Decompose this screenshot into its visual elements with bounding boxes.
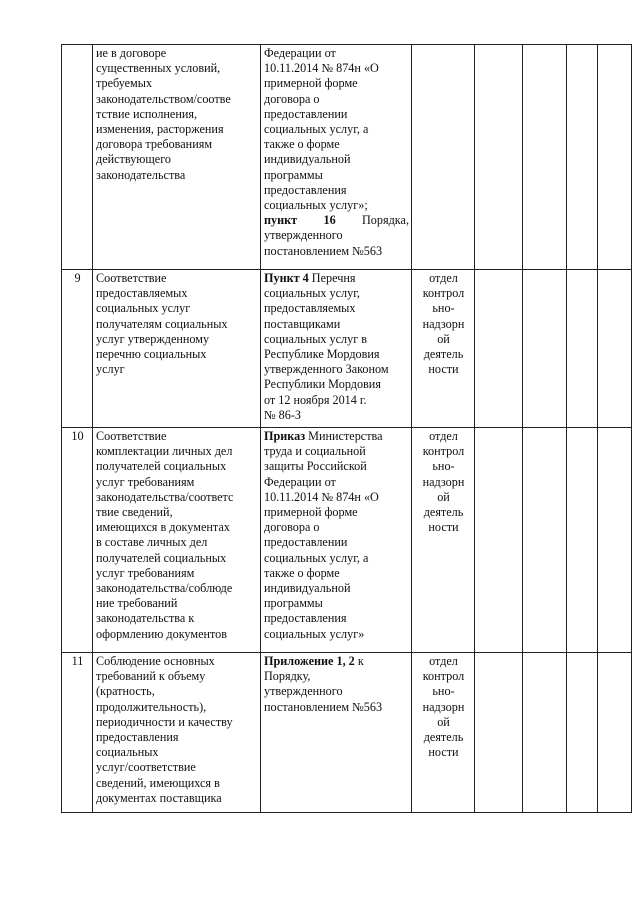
- requirement-line: имеющихся в документах: [96, 520, 230, 535]
- department-line: ности: [428, 520, 459, 535]
- requirement-line: услуг/соответствие: [96, 760, 196, 775]
- requirement-line: документах поставщика: [96, 790, 222, 805]
- legal-line: предоставлении: [264, 106, 348, 121]
- empty-cell-8: [598, 270, 632, 428]
- requirement-line: твие сведений,: [96, 505, 173, 520]
- legal-basis-cell: [261, 45, 412, 270]
- legal-line: постановлением №563: [264, 243, 383, 258]
- row-number-cell: [62, 653, 93, 813]
- legal-line: постановлением №563: [264, 699, 383, 714]
- legal-line: утвержденного Законом: [264, 362, 389, 377]
- responsible-department-cell: [412, 653, 475, 813]
- legal-line: договора о: [264, 520, 320, 535]
- responsible-department-cell: [412, 45, 475, 270]
- legal-line: программы: [264, 167, 323, 182]
- legal-line: Республики Мордовия: [264, 377, 381, 392]
- department-line: надзорн: [422, 316, 465, 331]
- requirement-line: услуг утвержденному: [96, 331, 210, 346]
- requirement-line: (кратность,: [96, 684, 155, 699]
- legal-line: социальных услуг»;: [264, 198, 368, 213]
- legal-line: Порядку,: [264, 669, 311, 684]
- legal-line: труда и социальной: [264, 444, 366, 459]
- requirement-line: Соблюдение основных: [96, 654, 215, 668]
- legal-line: Федерации от: [264, 46, 336, 60]
- requirement-cell: [93, 270, 261, 428]
- department-line: ьно-: [432, 301, 455, 316]
- requirement-line: существенных условий,: [96, 61, 221, 76]
- table-row: [62, 270, 632, 428]
- legal-line: примерной форме: [264, 505, 358, 520]
- requirement-line: социальных услуг: [96, 301, 191, 316]
- department-line: отдел: [429, 429, 458, 443]
- legal-line: социальных услуг в: [264, 331, 368, 346]
- legal-first-line: [264, 429, 409, 444]
- department-line: отдел: [429, 654, 458, 668]
- requirement-cell: [93, 653, 261, 813]
- table-row: [62, 428, 632, 653]
- legal-line: также о форме: [264, 137, 340, 152]
- legal-line: Федерации от: [264, 474, 336, 489]
- requirement-line: законодательства: [96, 167, 186, 182]
- legal-justified-word: пункт: [264, 213, 298, 228]
- department-line: надзорн: [422, 474, 465, 489]
- requirement-line: требуемых: [96, 76, 153, 91]
- department-line: деятель: [423, 347, 464, 362]
- requirement-line: законодательством/соотве: [96, 91, 231, 106]
- department-line: ности: [428, 745, 459, 760]
- row-number-cell: [62, 45, 93, 270]
- legal-line: социальных услуг,: [264, 286, 360, 301]
- row-number-cell: [62, 428, 93, 653]
- requirement-line: периодичности и качеству: [96, 714, 233, 729]
- requirement-line: договора требованиям: [96, 137, 213, 152]
- empty-cell-6: [523, 428, 567, 653]
- empty-cell-7: [567, 428, 598, 653]
- department-line: деятель: [423, 505, 464, 520]
- row-number: 11: [71, 654, 84, 668]
- requirement-line: оформлению документов: [96, 626, 228, 641]
- requirement-line: законодательства/соответс: [96, 489, 234, 504]
- requirement-line: перечню социальных: [96, 347, 207, 362]
- legal-line: 10.11.2014 № 874н «О: [264, 61, 379, 76]
- requirement-line: Соответствие: [96, 429, 167, 443]
- empty-cell-6: [523, 653, 567, 813]
- legal-reference-rest: Перечня: [308, 271, 356, 285]
- legal-line: Республике Мордовия: [264, 347, 380, 362]
- legal-reference-bold: Приказ: [264, 429, 306, 443]
- department-line: деятель: [423, 730, 464, 745]
- requirement-line: получателей социальных: [96, 459, 227, 474]
- empty-cell-7: [567, 45, 598, 270]
- requirement-line: услуг требованиям: [96, 474, 195, 489]
- department-line: ой: [437, 489, 450, 504]
- legal-line: № 86-З: [264, 407, 302, 422]
- empty-cell-6: [523, 45, 567, 270]
- department-line: ьно-: [432, 459, 455, 474]
- empty-cell-6: [523, 270, 567, 428]
- empty-cell-5: [475, 428, 523, 653]
- requirement-line: изменения, расторжения: [96, 122, 224, 137]
- legal-line: программы: [264, 596, 323, 611]
- requirement-line: услуг: [96, 362, 125, 377]
- empty-cell-8: [598, 428, 632, 653]
- legal-line: социальных услуг, а: [264, 550, 369, 565]
- requirement-line: продолжительность),: [96, 699, 207, 714]
- legal-line: также о форме: [264, 565, 340, 580]
- legal-line: индивидуальной: [264, 152, 351, 167]
- legal-basis-cell: [261, 270, 412, 428]
- requirement-line: социальных: [96, 745, 159, 760]
- responsible-department-cell: [412, 428, 475, 653]
- table-row: [62, 45, 632, 270]
- legal-basis-cell: [261, 653, 412, 813]
- empty-cell-7: [567, 653, 598, 813]
- empty-cell-8: [598, 653, 632, 813]
- legal-line: предоставляемых: [264, 301, 356, 316]
- legal-line: поставщиками: [264, 316, 341, 331]
- requirement-cell: [93, 428, 261, 653]
- legal-line: примерной форме: [264, 76, 358, 91]
- legal-line: от 12 ноября 2014 г.: [264, 392, 367, 407]
- department-line: надзорн: [422, 699, 465, 714]
- legal-justified-word: Порядка,: [362, 213, 409, 228]
- legal-line: предоставления: [264, 182, 347, 197]
- legal-line: утвержденного: [264, 684, 343, 699]
- requirement-line: требований к объему: [96, 669, 206, 684]
- department-line: ой: [437, 714, 450, 729]
- requirement-line: комплектации личных дел: [96, 444, 233, 459]
- legal-line: договора о: [264, 91, 320, 106]
- legal-reference-bold: Пункт 4: [264, 271, 309, 285]
- legal-justified-word: 16: [323, 213, 336, 228]
- legal-first-line: [264, 271, 409, 286]
- legal-justified-line: [264, 213, 409, 228]
- legal-line: 10.11.2014 № 874н «О: [264, 489, 379, 504]
- row-number: 10: [71, 429, 84, 443]
- requirement-line: действующего: [96, 152, 171, 167]
- empty-cell-5: [475, 653, 523, 813]
- legal-reference-rest: Министерства: [305, 429, 383, 443]
- legal-line: утвержденного: [264, 228, 343, 243]
- requirement-line: Соответствие: [96, 271, 167, 285]
- requirement-line: предоставляемых: [96, 286, 188, 301]
- empty-cell-8: [598, 45, 632, 270]
- legal-first-line: [264, 654, 409, 669]
- row-number: 9: [74, 271, 81, 285]
- row-number-cell: [62, 270, 93, 428]
- requirement-line: тствие исполнения,: [96, 106, 198, 121]
- department-line: ности: [428, 362, 459, 377]
- empty-cell-7: [567, 270, 598, 428]
- table-row: [62, 653, 632, 813]
- legal-line: социальных услуг»: [264, 626, 365, 641]
- legal-reference-rest: к: [354, 654, 364, 668]
- requirement-line: ние требований: [96, 596, 178, 611]
- department-line: контрол: [422, 669, 465, 684]
- department-line: ой: [437, 331, 450, 346]
- department-line: контрол: [422, 444, 465, 459]
- responsible-department-cell: [412, 270, 475, 428]
- inspection-table: [61, 44, 632, 813]
- requirement-line: сведений, имеющихся в: [96, 775, 220, 790]
- department-line: ьно-: [432, 684, 455, 699]
- legal-line: предоставления: [264, 611, 347, 626]
- legal-line: индивидуальной: [264, 581, 351, 596]
- requirement-line: законодательства/соблюде: [96, 581, 233, 596]
- legal-line: предоставлении: [264, 535, 348, 550]
- requirement-line: получателям социальных: [96, 316, 228, 331]
- requirement-line: ие в договоре: [96, 46, 167, 60]
- requirement-line: услуг требованиям: [96, 565, 195, 580]
- empty-cell-5: [475, 270, 523, 428]
- legal-basis-cell: [261, 428, 412, 653]
- table-body: [62, 45, 632, 813]
- legal-line: социальных услуг, а: [264, 122, 369, 137]
- requirement-line: предоставления: [96, 730, 179, 745]
- legal-reference-bold: Приложение 1, 2: [264, 654, 355, 668]
- empty-cell-5: [475, 45, 523, 270]
- requirement-cell: [93, 45, 261, 270]
- department-line: отдел: [429, 271, 458, 285]
- requirement-line: законодательства к: [96, 611, 195, 626]
- department-line: контрол: [422, 286, 465, 301]
- requirement-line: получателей социальных: [96, 550, 227, 565]
- requirement-line: в составе личных дел: [96, 535, 208, 550]
- legal-line: защиты Российской: [264, 459, 367, 474]
